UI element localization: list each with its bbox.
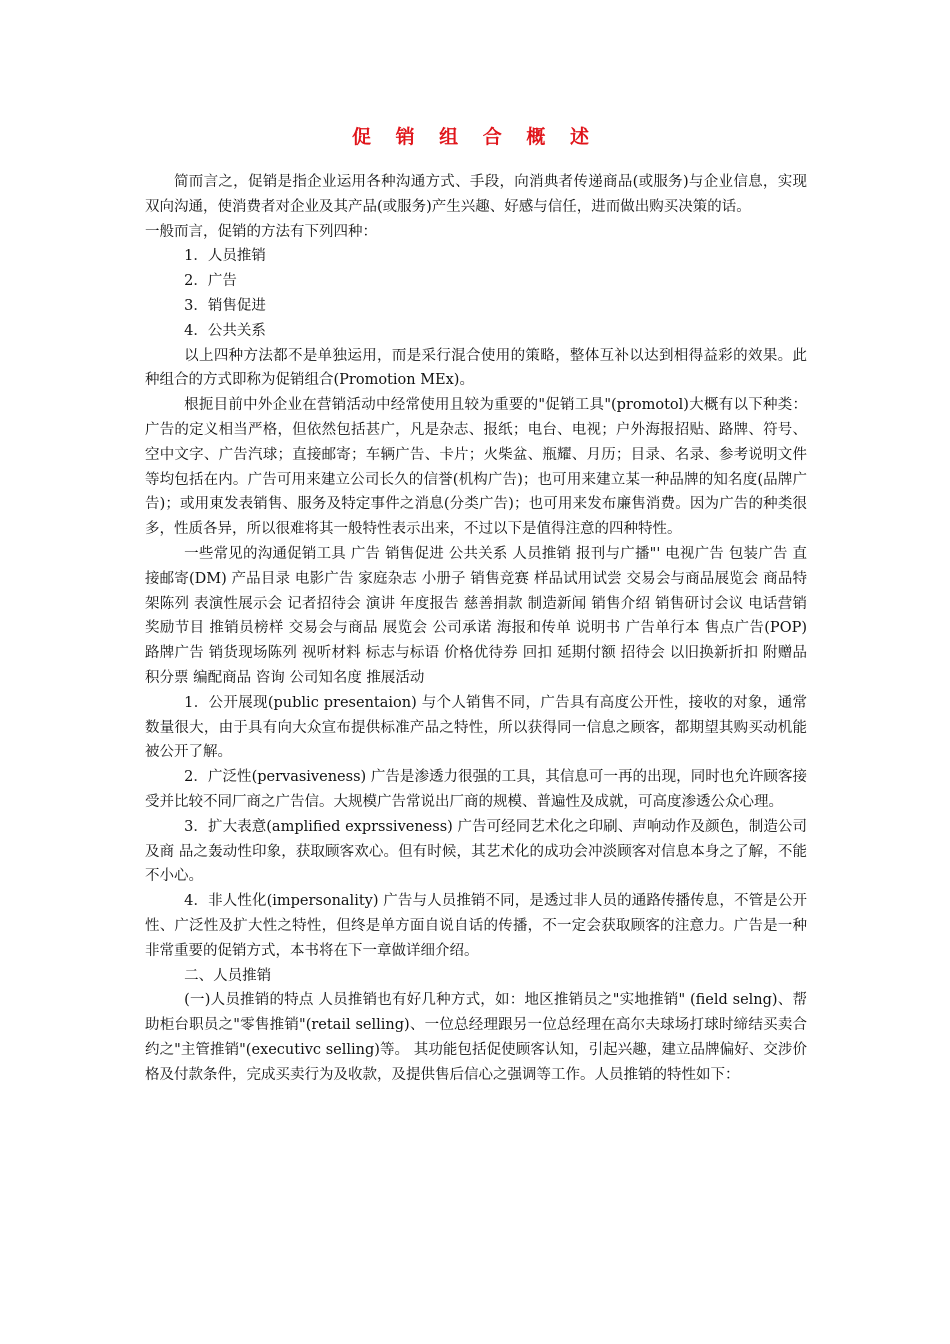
paragraph-public-presentation: 1．公开展现(public presentaion) 与个人销售不同，广告具有高度公开性，接收的对象，通常数量很大，由于具有向大众宣布提供标准产品之特性，所以获得同一信息之顾客，都期望其购买动机能被公开了解。	[145, 694, 807, 761]
paragraph-promotion-tools: 根扼目前中外企业在营销活动中经常使用且较为重要的"促销工具"(promotol)大概有以下种类：广告的定义相当严格，但依然包括甚广，凡是杂志、报纸；电台、电视；户外海报招贴、路牌、符号、空中文字、广告汽球；直接邮寄；车辆广告、卡片；火柴盆、瓶耀、月历；目录、名录、参考说明文件等均包括在内。广告可用来建立公司长久的信誉(机构广告)；也可用来建立某一种品牌的知名度(品牌广告)；或用東发表销售、服务及特定事件之消息(分类广告)；也可用来发布廉售消费。因为广告的种类很多，性质各异，所以很难将其一般特性表示出来，不过以下是值得注意的四种特性。	[145, 397, 807, 538]
paragraph-personal-selling: (一)人员推销的特点 人员推销也有好几种方式，如：地区推销员之"实地推销" (field selng)、帮助柜台职员之"零售推销"(retail selling)、一位总经理跟另一位总经理在高尔夫球场打球时缔结买卖合约之"主管推销"(executivc selling)等。 其功能包括促使顾客认知，引起兴趣，建立品牌偏好、交涉价格及付款条件，完成买卖行为及收款，及提供售后信心之强调等工作。人员推销的特性如下：	[145, 992, 807, 1083]
list-item: 1．人员推销	[184, 248, 266, 265]
document-title: 促 销 组 合 概 述	[351, 126, 599, 148]
paragraph-intro: 简而言之，促销是指企业运用各种沟通方式、手段，向消典者传递商品(或服务)与企业信息，实现双向沟通，使消费者对企业及其产品(或服务)产生兴趣、好感与信任，进而做出购买决策的话。	[145, 174, 807, 215]
paragraph-methods-lead: 一般而言，促销的方法有下列四种：	[145, 223, 377, 240]
list-item: 4．公共关系	[184, 322, 266, 339]
paragraph-impersonality: 4．非人性化(impersonality) 广告与人员推销不同，是透过非人员的通路传播传息，不管是公开性、广泛性及扩大性之特性，但终是单方面自说自话的传播，不一定会获取顾客的注意力。广告是一种非常重要的促销方式，本书将在下一章做详细介绍。	[145, 893, 807, 959]
paragraph-promotion-mix: 以上四种方法都不是单独运用，而是采行混合使用的策略，整体互补以达到相得益彩的效果。此种组合的方式即称为促销组合(Promotion MEx)。	[145, 347, 807, 389]
section-heading-personal-selling: 二、人员推销	[184, 967, 272, 984]
list-item: 2．广告	[184, 273, 237, 290]
paragraph-common-tools: 一些常见的沟通促销工具 广告 销售促进 公共关系 人员推销 报刊与广播"' 电视广告 包装广告 直接邮寄(DM) 产品目录 电影广告 家庭杂志 小册子 销售竞赛 样品试用试尝 交易会与商品展览会 商品特架陈列 表演性展示会 记者招待会 演讲 年度报告 慈善捐款 制造新闻 销售介绍 销售研讨会议 电话营销 奖励节目 推销员榜样 交易会与商品 展览会 公司承诺 海报和传单 说明书 广告单行本 售点广告(POP) 路牌广告 销货现场陈列 视听材料 标志与标语 价格优待券 回扣 延期付额 招待会 以旧换新折扣 附赠品积分票 编配商品 咨询 公司知名度 推展活动	[145, 545, 807, 686]
document-body	[145, 170, 807, 1087]
list-item: 3．销售促进	[184, 297, 266, 314]
paragraph-pervasiveness: 2．广泛性(pervasiveness) 广告是渗透力很强的工具，其信息可一再的出现，同时也允许顾客接受并比较不同厂商之广告信。大规模广告常说出厂商的规模、普遍性及成就，可高度渗透公众心理。	[145, 769, 807, 810]
paragraph-amplified-expressiveness: 3．扩大表意(amplified exprssiveness) 广告可经同艺术化之印刷、声响动作及颜色，制造公司及商 品之轰动性印象，获取顾客欢心。但有时候，其艺术化的成功会冲淡顾客对信息本身之了解，不能不小心。	[145, 818, 807, 885]
